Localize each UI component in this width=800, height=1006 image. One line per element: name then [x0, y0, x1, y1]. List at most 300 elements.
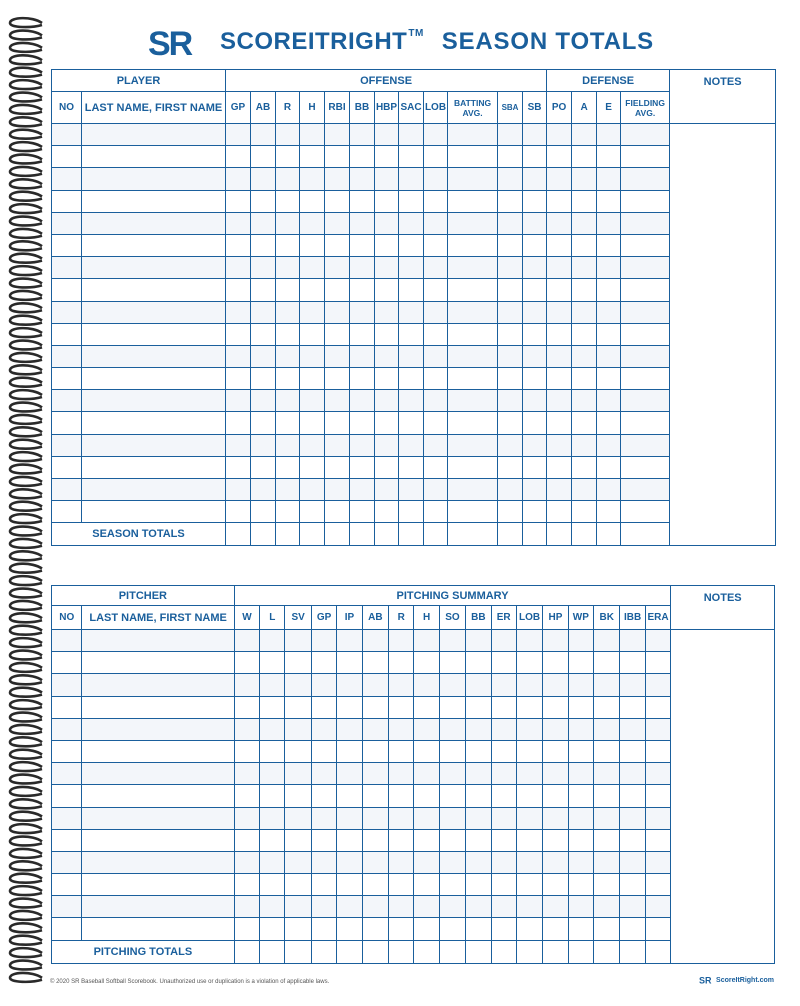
- entry-cell[interactable]: [424, 368, 448, 390]
- entry-cell[interactable]: [389, 652, 414, 674]
- entry-cell[interactable]: [547, 501, 572, 523]
- entry-cell[interactable]: [620, 896, 645, 918]
- entry-cell[interactable]: [276, 234, 300, 256]
- entry-cell[interactable]: [52, 718, 82, 740]
- entry-cell[interactable]: [498, 323, 523, 345]
- entry-cell[interactable]: [399, 368, 424, 390]
- entry-cell[interactable]: [547, 368, 572, 390]
- entry-cell[interactable]: [414, 696, 439, 718]
- entry-cell[interactable]: [285, 763, 311, 785]
- entry-cell[interactable]: [620, 874, 645, 896]
- entry-cell[interactable]: [547, 434, 572, 456]
- entry-cell[interactable]: [439, 829, 465, 851]
- entry-cell[interactable]: [325, 190, 350, 212]
- entry-cell[interactable]: [251, 190, 276, 212]
- entry-cell[interactable]: [491, 874, 516, 896]
- entry-cell[interactable]: [414, 851, 439, 873]
- entry-cell[interactable]: [516, 630, 542, 652]
- entry-cell[interactable]: [350, 234, 375, 256]
- entry-cell[interactable]: [260, 829, 285, 851]
- entry-cell[interactable]: [285, 630, 311, 652]
- totals-cell[interactable]: [620, 940, 645, 963]
- entry-cell[interactable]: [226, 390, 251, 412]
- entry-cell[interactable]: [516, 851, 542, 873]
- entry-cell[interactable]: [300, 412, 325, 434]
- entry-cell[interactable]: [350, 368, 375, 390]
- entry-cell[interactable]: [594, 763, 620, 785]
- entry-cell[interactable]: [498, 190, 523, 212]
- entry-cell[interactable]: [82, 674, 234, 696]
- entry-cell[interactable]: [621, 456, 670, 478]
- entry-cell[interactable]: [448, 368, 498, 390]
- entry-cell[interactable]: [594, 785, 620, 807]
- entry-cell[interactable]: [234, 918, 259, 940]
- entry-cell[interactable]: [572, 234, 597, 256]
- entry-cell[interactable]: [82, 234, 226, 256]
- entry-cell[interactable]: [621, 146, 670, 168]
- entry-cell[interactable]: [375, 501, 399, 523]
- entry-cell[interactable]: [300, 146, 325, 168]
- entry-cell[interactable]: [285, 718, 311, 740]
- entry-cell[interactable]: [523, 257, 547, 279]
- entry-cell[interactable]: [300, 212, 325, 234]
- totals-cell[interactable]: [568, 940, 593, 963]
- entry-cell[interactable]: [594, 674, 620, 696]
- entry-cell[interactable]: [311, 763, 336, 785]
- entry-cell[interactable]: [621, 279, 670, 301]
- entry-cell[interactable]: [491, 740, 516, 762]
- entry-cell[interactable]: [82, 652, 234, 674]
- entry-cell[interactable]: [82, 740, 234, 762]
- entry-cell[interactable]: [52, 785, 82, 807]
- entry-cell[interactable]: [645, 785, 671, 807]
- entry-cell[interactable]: [82, 918, 234, 940]
- entry-cell[interactable]: [466, 740, 491, 762]
- entry-cell[interactable]: [337, 718, 362, 740]
- entry-cell[interactable]: [448, 124, 498, 146]
- entry-cell[interactable]: [276, 124, 300, 146]
- totals-cell[interactable]: [498, 523, 523, 546]
- totals-cell[interactable]: [260, 940, 285, 963]
- entry-cell[interactable]: [276, 390, 300, 412]
- entry-cell[interactable]: [325, 234, 350, 256]
- entry-cell[interactable]: [498, 479, 523, 501]
- entry-cell[interactable]: [337, 896, 362, 918]
- entry-cell[interactable]: [620, 718, 645, 740]
- entry-cell[interactable]: [568, 718, 593, 740]
- entry-cell[interactable]: [543, 918, 568, 940]
- entry-cell[interactable]: [424, 234, 448, 256]
- totals-cell[interactable]: [251, 523, 276, 546]
- entry-cell[interactable]: [597, 146, 621, 168]
- totals-cell[interactable]: [300, 523, 325, 546]
- entry-cell[interactable]: [498, 390, 523, 412]
- entry-cell[interactable]: [439, 763, 465, 785]
- entry-cell[interactable]: [311, 896, 336, 918]
- entry-cell[interactable]: [491, 851, 516, 873]
- entry-cell[interactable]: [300, 345, 325, 367]
- entry-cell[interactable]: [337, 785, 362, 807]
- entry-cell[interactable]: [337, 740, 362, 762]
- entry-cell[interactable]: [375, 390, 399, 412]
- entry-cell[interactable]: [226, 345, 251, 367]
- entry-cell[interactable]: [251, 390, 276, 412]
- entry-cell[interactable]: [424, 190, 448, 212]
- entry-cell[interactable]: [414, 807, 439, 829]
- totals-cell[interactable]: [516, 940, 542, 963]
- entry-cell[interactable]: [621, 124, 670, 146]
- entry-cell[interactable]: [466, 630, 491, 652]
- entry-cell[interactable]: [234, 630, 259, 652]
- entry-cell[interactable]: [439, 785, 465, 807]
- entry-cell[interactable]: [251, 168, 276, 190]
- entry-cell[interactable]: [523, 323, 547, 345]
- entry-cell[interactable]: [523, 456, 547, 478]
- entry-cell[interactable]: [597, 301, 621, 323]
- entry-cell[interactable]: [645, 851, 671, 873]
- entry-cell[interactable]: [375, 368, 399, 390]
- entry-cell[interactable]: [389, 674, 414, 696]
- entry-cell[interactable]: [276, 345, 300, 367]
- entry-cell[interactable]: [82, 124, 226, 146]
- entry-cell[interactable]: [424, 168, 448, 190]
- entry-cell[interactable]: [276, 368, 300, 390]
- entry-cell[interactable]: [547, 124, 572, 146]
- entry-cell[interactable]: [337, 874, 362, 896]
- entry-cell[interactable]: [620, 674, 645, 696]
- entry-cell[interactable]: [414, 718, 439, 740]
- entry-cell[interactable]: [82, 501, 226, 523]
- entry-cell[interactable]: [448, 412, 498, 434]
- entry-cell[interactable]: [325, 368, 350, 390]
- entry-cell[interactable]: [439, 918, 465, 940]
- entry-cell[interactable]: [621, 501, 670, 523]
- entry-cell[interactable]: [375, 479, 399, 501]
- entry-cell[interactable]: [52, 674, 82, 696]
- entry-cell[interactable]: [439, 740, 465, 762]
- entry-cell[interactable]: [82, 168, 226, 190]
- entry-cell[interactable]: [260, 851, 285, 873]
- entry-cell[interactable]: [516, 874, 542, 896]
- entry-cell[interactable]: [491, 918, 516, 940]
- entry-cell[interactable]: [543, 851, 568, 873]
- entry-cell[interactable]: [375, 279, 399, 301]
- entry-cell[interactable]: [285, 696, 311, 718]
- entry-cell[interactable]: [620, 829, 645, 851]
- entry-cell[interactable]: [424, 501, 448, 523]
- entry-cell[interactable]: [260, 785, 285, 807]
- entry-cell[interactable]: [516, 918, 542, 940]
- entry-cell[interactable]: [52, 257, 82, 279]
- entry-cell[interactable]: [52, 652, 82, 674]
- entry-cell[interactable]: [568, 674, 593, 696]
- entry-cell[interactable]: [424, 301, 448, 323]
- entry-cell[interactable]: [350, 301, 375, 323]
- entry-cell[interactable]: [276, 456, 300, 478]
- entry-cell[interactable]: [375, 434, 399, 456]
- entry-cell[interactable]: [52, 807, 82, 829]
- entry-cell[interactable]: [52, 874, 82, 896]
- entry-cell[interactable]: [568, 696, 593, 718]
- entry-cell[interactable]: [424, 124, 448, 146]
- totals-cell[interactable]: [439, 940, 465, 963]
- entry-cell[interactable]: [491, 896, 516, 918]
- entry-cell[interactable]: [572, 390, 597, 412]
- entry-cell[interactable]: [491, 807, 516, 829]
- entry-cell[interactable]: [226, 190, 251, 212]
- entry-cell[interactable]: [234, 851, 259, 873]
- entry-cell[interactable]: [448, 390, 498, 412]
- entry-cell[interactable]: [572, 257, 597, 279]
- entry-cell[interactable]: [82, 301, 226, 323]
- entry-cell[interactable]: [516, 763, 542, 785]
- entry-cell[interactable]: [547, 168, 572, 190]
- entry-cell[interactable]: [82, 829, 234, 851]
- entry-cell[interactable]: [424, 479, 448, 501]
- entry-cell[interactable]: [498, 434, 523, 456]
- entry-cell[interactable]: [543, 652, 568, 674]
- totals-cell[interactable]: [311, 940, 336, 963]
- entry-cell[interactable]: [491, 674, 516, 696]
- entry-cell[interactable]: [82, 412, 226, 434]
- entry-cell[interactable]: [572, 368, 597, 390]
- entry-cell[interactable]: [498, 168, 523, 190]
- entry-cell[interactable]: [448, 146, 498, 168]
- entry-cell[interactable]: [594, 851, 620, 873]
- totals-cell[interactable]: [285, 940, 311, 963]
- entry-cell[interactable]: [523, 146, 547, 168]
- entry-cell[interactable]: [597, 456, 621, 478]
- entry-cell[interactable]: [399, 456, 424, 478]
- entry-cell[interactable]: [389, 918, 414, 940]
- entry-cell[interactable]: [52, 763, 82, 785]
- entry-cell[interactable]: [276, 434, 300, 456]
- entry-cell[interactable]: [466, 718, 491, 740]
- entry-cell[interactable]: [350, 124, 375, 146]
- entry-cell[interactable]: [52, 323, 82, 345]
- entry-cell[interactable]: [52, 190, 82, 212]
- entry-cell[interactable]: [523, 479, 547, 501]
- entry-cell[interactable]: [645, 696, 671, 718]
- entry-cell[interactable]: [498, 456, 523, 478]
- entry-cell[interactable]: [594, 696, 620, 718]
- entry-cell[interactable]: [82, 807, 234, 829]
- entry-cell[interactable]: [621, 412, 670, 434]
- entry-cell[interactable]: [498, 301, 523, 323]
- entry-cell[interactable]: [645, 652, 671, 674]
- entry-cell[interactable]: [466, 851, 491, 873]
- entry-cell[interactable]: [568, 785, 593, 807]
- entry-cell[interactable]: [300, 190, 325, 212]
- entry-cell[interactable]: [325, 434, 350, 456]
- entry-cell[interactable]: [325, 257, 350, 279]
- entry-cell[interactable]: [572, 168, 597, 190]
- entry-cell[interactable]: [234, 718, 259, 740]
- entry-cell[interactable]: [424, 412, 448, 434]
- entry-cell[interactable]: [285, 652, 311, 674]
- entry-cell[interactable]: [645, 718, 671, 740]
- entry-cell[interactable]: [621, 257, 670, 279]
- entry-cell[interactable]: [82, 190, 226, 212]
- entry-cell[interactable]: [251, 456, 276, 478]
- entry-cell[interactable]: [498, 212, 523, 234]
- entry-cell[interactable]: [399, 501, 424, 523]
- entry-cell[interactable]: [572, 323, 597, 345]
- entry-cell[interactable]: [594, 807, 620, 829]
- entry-cell[interactable]: [82, 696, 234, 718]
- entry-cell[interactable]: [82, 279, 226, 301]
- entry-cell[interactable]: [234, 696, 259, 718]
- entry-cell[interactable]: [414, 630, 439, 652]
- entry-cell[interactable]: [325, 479, 350, 501]
- entry-cell[interactable]: [399, 146, 424, 168]
- entry-cell[interactable]: [543, 807, 568, 829]
- entry-cell[interactable]: [362, 807, 388, 829]
- entry-cell[interactable]: [424, 146, 448, 168]
- totals-cell[interactable]: [523, 523, 547, 546]
- entry-cell[interactable]: [516, 740, 542, 762]
- notes-area[interactable]: [670, 124, 776, 546]
- entry-cell[interactable]: [620, 851, 645, 873]
- entry-cell[interactable]: [621, 345, 670, 367]
- entry-cell[interactable]: [547, 390, 572, 412]
- entry-cell[interactable]: [285, 896, 311, 918]
- entry-cell[interactable]: [523, 412, 547, 434]
- entry-cell[interactable]: [424, 345, 448, 367]
- entry-cell[interactable]: [523, 501, 547, 523]
- entry-cell[interactable]: [362, 718, 388, 740]
- entry-cell[interactable]: [620, 807, 645, 829]
- entry-cell[interactable]: [498, 124, 523, 146]
- entry-cell[interactable]: [516, 718, 542, 740]
- entry-cell[interactable]: [389, 630, 414, 652]
- entry-cell[interactable]: [234, 785, 259, 807]
- entry-cell[interactable]: [498, 412, 523, 434]
- entry-cell[interactable]: [362, 740, 388, 762]
- entry-cell[interactable]: [337, 829, 362, 851]
- entry-cell[interactable]: [285, 874, 311, 896]
- entry-cell[interactable]: [568, 829, 593, 851]
- totals-cell[interactable]: [350, 523, 375, 546]
- entry-cell[interactable]: [597, 412, 621, 434]
- entry-cell[interactable]: [621, 390, 670, 412]
- entry-cell[interactable]: [337, 696, 362, 718]
- entry-cell[interactable]: [516, 785, 542, 807]
- entry-cell[interactable]: [276, 412, 300, 434]
- entry-cell[interactable]: [597, 390, 621, 412]
- entry-cell[interactable]: [300, 479, 325, 501]
- entry-cell[interactable]: [523, 390, 547, 412]
- entry-cell[interactable]: [285, 785, 311, 807]
- entry-cell[interactable]: [399, 212, 424, 234]
- entry-cell[interactable]: [516, 807, 542, 829]
- entry-cell[interactable]: [350, 168, 375, 190]
- entry-cell[interactable]: [389, 896, 414, 918]
- entry-cell[interactable]: [226, 479, 251, 501]
- totals-cell[interactable]: [414, 940, 439, 963]
- entry-cell[interactable]: [645, 807, 671, 829]
- entry-cell[interactable]: [439, 851, 465, 873]
- entry-cell[interactable]: [543, 874, 568, 896]
- entry-cell[interactable]: [399, 434, 424, 456]
- entry-cell[interactable]: [572, 146, 597, 168]
- entry-cell[interactable]: [399, 279, 424, 301]
- entry-cell[interactable]: [621, 434, 670, 456]
- entry-cell[interactable]: [311, 785, 336, 807]
- entry-cell[interactable]: [52, 279, 82, 301]
- entry-cell[interactable]: [414, 674, 439, 696]
- entry-cell[interactable]: [572, 456, 597, 478]
- entry-cell[interactable]: [311, 829, 336, 851]
- entry-cell[interactable]: [523, 368, 547, 390]
- entry-cell[interactable]: [523, 345, 547, 367]
- entry-cell[interactable]: [414, 829, 439, 851]
- entry-cell[interactable]: [543, 896, 568, 918]
- totals-cell[interactable]: [226, 523, 251, 546]
- entry-cell[interactable]: [645, 674, 671, 696]
- entry-cell[interactable]: [498, 257, 523, 279]
- entry-cell[interactable]: [251, 412, 276, 434]
- entry-cell[interactable]: [234, 807, 259, 829]
- entry-cell[interactable]: [645, 630, 671, 652]
- entry-cell[interactable]: [597, 345, 621, 367]
- entry-cell[interactable]: [226, 456, 251, 478]
- entry-cell[interactable]: [645, 763, 671, 785]
- entry-cell[interactable]: [251, 323, 276, 345]
- entry-cell[interactable]: [597, 212, 621, 234]
- entry-cell[interactable]: [547, 234, 572, 256]
- entry-cell[interactable]: [337, 652, 362, 674]
- entry-cell[interactable]: [82, 851, 234, 873]
- totals-cell[interactable]: [594, 940, 620, 963]
- entry-cell[interactable]: [597, 501, 621, 523]
- entry-cell[interactable]: [362, 652, 388, 674]
- entry-cell[interactable]: [389, 718, 414, 740]
- entry-cell[interactable]: [234, 652, 259, 674]
- entry-cell[interactable]: [52, 896, 82, 918]
- entry-cell[interactable]: [424, 456, 448, 478]
- entry-cell[interactable]: [234, 829, 259, 851]
- entry-cell[interactable]: [251, 257, 276, 279]
- totals-cell[interactable]: [276, 523, 300, 546]
- entry-cell[interactable]: [424, 212, 448, 234]
- entry-cell[interactable]: [621, 234, 670, 256]
- entry-cell[interactable]: [350, 390, 375, 412]
- entry-cell[interactable]: [350, 434, 375, 456]
- entry-cell[interactable]: [325, 412, 350, 434]
- entry-cell[interactable]: [466, 896, 491, 918]
- entry-cell[interactable]: [414, 652, 439, 674]
- entry-cell[interactable]: [414, 785, 439, 807]
- entry-cell[interactable]: [226, 257, 251, 279]
- entry-cell[interactable]: [300, 257, 325, 279]
- entry-cell[interactable]: [285, 918, 311, 940]
- entry-cell[interactable]: [300, 456, 325, 478]
- entry-cell[interactable]: [547, 412, 572, 434]
- entry-cell[interactable]: [594, 652, 620, 674]
- entry-cell[interactable]: [399, 190, 424, 212]
- entry-cell[interactable]: [226, 279, 251, 301]
- entry-cell[interactable]: [547, 479, 572, 501]
- entry-cell[interactable]: [325, 390, 350, 412]
- entry-cell[interactable]: [568, 851, 593, 873]
- entry-cell[interactable]: [399, 257, 424, 279]
- entry-cell[interactable]: [439, 652, 465, 674]
- entry-cell[interactable]: [543, 829, 568, 851]
- entry-cell[interactable]: [389, 740, 414, 762]
- entry-cell[interactable]: [568, 874, 593, 896]
- entry-cell[interactable]: [620, 918, 645, 940]
